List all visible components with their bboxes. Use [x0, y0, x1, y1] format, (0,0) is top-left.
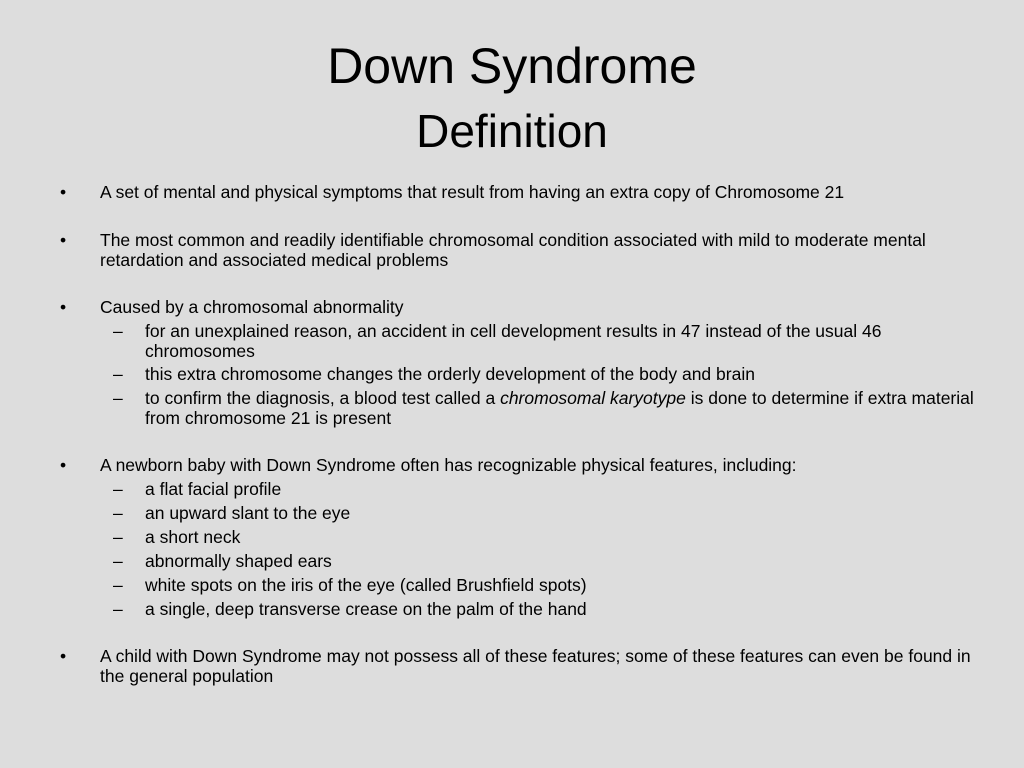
bullet-item	[60, 230, 980, 270]
sub-text: a flat facial profile	[145, 479, 282, 499]
sub-text: an upward slant to the eye	[145, 503, 351, 523]
sub-item	[113, 479, 975, 499]
bullet-item	[60, 297, 980, 317]
sub-marker: –	[113, 527, 123, 547]
bullet-marker: •	[60, 646, 67, 666]
sub-text-emphasis: chromosomal karyotype	[500, 388, 686, 408]
bullet-marker: •	[60, 455, 67, 475]
bullet-item	[60, 455, 980, 475]
sub-text-post: is done to determine if extra material from chromosome 21 is present	[145, 388, 974, 428]
sub-text: for an unexplained reason, an accident in cell development results in 47 instead of the usual 46 chromosomes	[145, 321, 882, 361]
sub-text-pre: to confirm the diagnosis, a blood test called a	[145, 388, 501, 408]
sub-item	[113, 599, 975, 619]
slide-subtitle: Definition	[416, 105, 608, 157]
sub-item	[113, 503, 975, 523]
sub-item	[113, 527, 975, 547]
bullet-item	[60, 182, 980, 202]
sub-marker: –	[113, 551, 123, 571]
bullet-text: A child with Down Syndrome may not possess all of these features; some of these features can even be found in the general population	[100, 646, 971, 686]
sub-item	[113, 321, 975, 361]
sub-marker: –	[113, 479, 123, 499]
sub-item	[113, 575, 975, 595]
sub-text: white spots on the iris of the eye (called Brushfield spots)	[145, 575, 587, 595]
sub-text: abnormally shaped ears	[145, 551, 332, 571]
sub-text: this extra chromosome changes the orderly development of the body and brain	[145, 364, 755, 384]
bullet-marker: •	[60, 297, 67, 317]
sub-marker: –	[113, 321, 123, 341]
sub-marker: –	[113, 364, 123, 384]
slide-title: Down Syndrome	[327, 38, 697, 94]
bullet-text: A set of mental and physical symptoms that result from having an extra copy of Chromosome 21	[100, 182, 845, 202]
sub-marker: –	[113, 388, 123, 408]
sub-text: a short neck	[145, 527, 241, 547]
sub-item	[113, 364, 975, 384]
bullet-text: The most common and readily identifiable chromosomal condition associated with mild to moderate mental retardation and associated medical problems	[100, 230, 926, 270]
sub-item	[113, 388, 975, 428]
bullet-marker: •	[60, 182, 67, 202]
sub-marker: –	[113, 599, 123, 619]
sub-item	[113, 551, 975, 571]
sub-marker: –	[113, 575, 123, 595]
bullet-marker: •	[60, 230, 67, 250]
bullet-text: Caused by a chromosomal abnormality	[100, 297, 404, 317]
sub-marker: –	[113, 503, 123, 523]
bullet-item	[60, 646, 980, 686]
bullet-text: A newborn baby with Down Syndrome often has recognizable physical features, including:	[100, 455, 797, 475]
sub-text: a single, deep transverse crease on the palm of the hand	[145, 599, 587, 619]
